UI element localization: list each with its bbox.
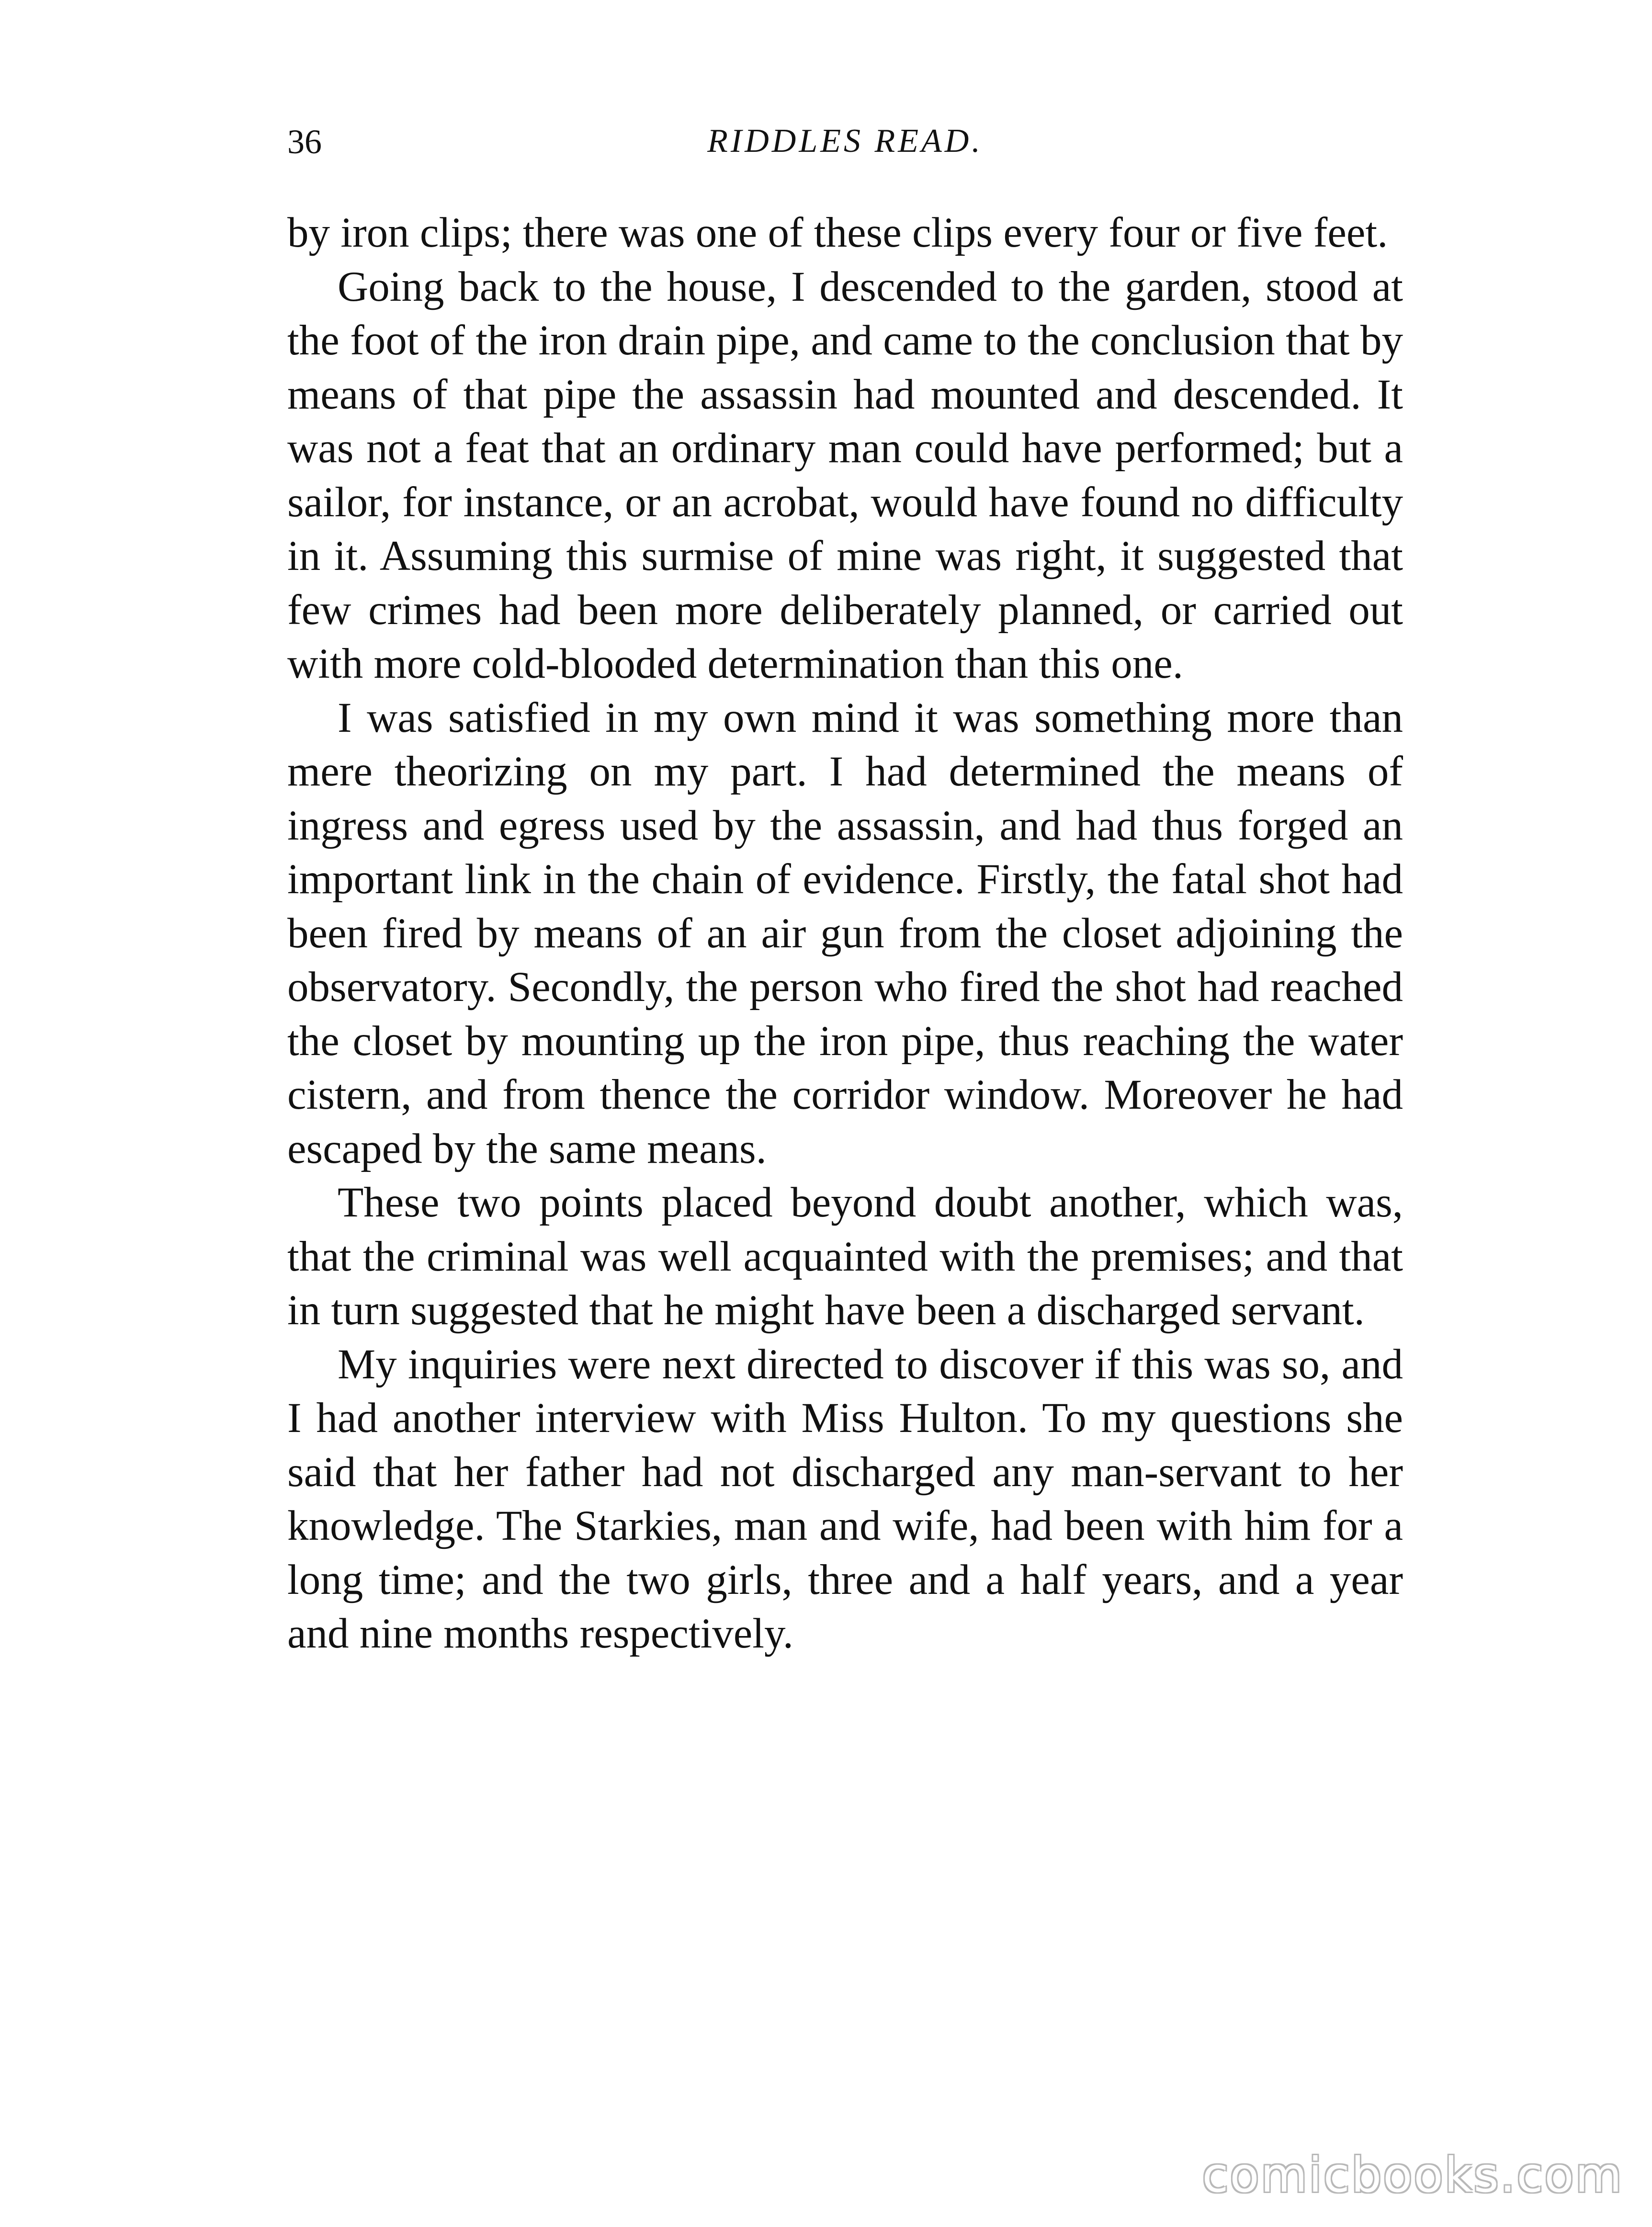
body-text — [287, 206, 1403, 1661]
paragraph-5: My inquiries were next directed to discover if this was so, and I had another interview with Miss Hulton. To my questions she said that her father had not discharged any man-servant to her knowledge. The Starkies, man and wife, had been with him for a long time; and the two girls, three and a half years, and a year and nine months respectively. — [287, 1341, 1403, 1657]
page-number: 36 — [287, 123, 322, 161]
paragraph-3: I was satisfied in my own mind it was something more than mere theorizing on my part. I had determined the means of ingress and egress used by the assassin, and had thus forged an important link in the chain of evidence. Firstly, the fatal shot had been fired by means of an air gun from the closet adjoining the observatory. Secondly, the person who fired the shot had reached the closet by mounting up the iron pipe, thus reaching the water cistern, and from thence the corridor window. Moreover he had escaped by the same means. — [287, 694, 1403, 1172]
paragraph-1: by iron clips; there was one of these clips every four or five feet. — [287, 209, 1388, 256]
watermark: comicbooks.com — [1202, 2147, 1623, 2203]
page-header — [287, 122, 1403, 175]
paragraph-2: Going back to the house, I descended to the garden, stood at the foot of the iron drain pipe, and came to the conclusion that by means of that pipe the assassin had mounted and descended. It was not a feat that an ordinary man could have performed; but a sailor, for instance, or an acrobat, would have found no difficulty in it. Assuming this surmise of mine was right, it suggested that few crimes had been more deliberately planned, or carried out with more cold-blooded determination than this one. — [287, 263, 1403, 687]
paragraph-4: These two points placed beyond doubt another, which was, that the criminal was well acquainted with the premises; and that in turn suggested that he might have been a discharged servant. — [287, 1179, 1403, 1334]
running-title: RIDDLES READ. — [707, 123, 983, 159]
